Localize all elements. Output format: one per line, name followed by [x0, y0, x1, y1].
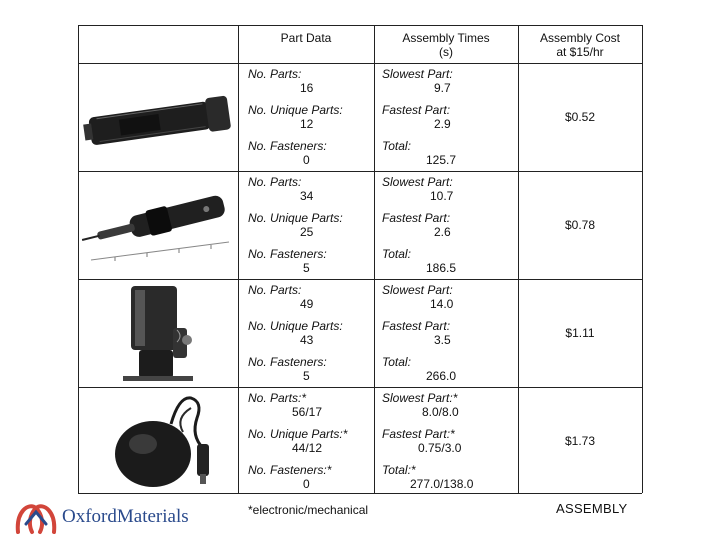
fasteners-label: No. Fasteners:* — [248, 463, 332, 477]
parts-label: No. Parts: — [248, 283, 302, 297]
fastest-part-label: Fastest Part: — [382, 211, 451, 225]
slowest-part-label: Slowest Part: — [382, 283, 453, 297]
assembly-label: ASSEMBLY — [556, 501, 628, 516]
fasteners-value: 5 — [303, 261, 310, 275]
fasteners-label: No. Fasteners: — [248, 247, 327, 261]
screwdriver-photo — [79, 172, 238, 279]
fastest-part-value: 0.75/3.0 — [418, 441, 462, 455]
slowest-part-label: Slowest Part:* — [382, 391, 458, 405]
unique-parts-label: No. Unique Parts: — [248, 103, 343, 117]
unique-parts-value: 12 — [300, 117, 314, 131]
unique-parts-label: No. Unique Parts:* — [248, 427, 348, 441]
oxford-materials-logo-mark — [14, 498, 58, 538]
total-time-label: Total: — [382, 139, 411, 153]
column-divider — [518, 25, 519, 493]
header-assembly-times-line2: (s) — [439, 45, 453, 59]
parts-label: No. Parts: — [248, 67, 302, 81]
slowest-part-value: 8.0/8.0 — [422, 405, 459, 419]
assembly-table — [78, 25, 642, 493]
fastest-part-label: Fastest Part:* — [382, 427, 455, 441]
header-assembly-times — [374, 31, 518, 59]
parts-value: 49 — [300, 297, 314, 311]
table-top-border — [78, 25, 642, 26]
total-time-value: 277.0/138.0 — [410, 477, 474, 491]
total-time-label: Total:* — [382, 463, 416, 477]
fasteners-label: No. Fasteners: — [248, 139, 327, 153]
assembly-cost-value: $0.52 — [564, 110, 596, 124]
parts-label: No. Parts: — [248, 175, 302, 189]
assembly-cost-value: $0.78 — [564, 218, 596, 232]
total-time-value: 266.0 — [426, 369, 457, 383]
parts-value: 34 — [300, 189, 314, 203]
header-assembly-times-line1: Assembly Times — [402, 31, 490, 45]
fasteners-value: 0 — [303, 477, 310, 491]
unique-parts-label: No. Unique Parts: — [248, 211, 343, 225]
slowest-part-value: 10.7 — [430, 189, 454, 203]
fastest-part-value: 3.5 — [434, 333, 451, 347]
column-divider — [238, 25, 239, 493]
oxford-materials-logo — [14, 498, 214, 538]
assembly-cost-value: $1.11 — [565, 326, 595, 340]
logo-text: OxfordMaterials — [62, 506, 189, 527]
unique-parts-value: 44/12 — [292, 441, 323, 455]
total-time-value: 125.7 — [426, 153, 457, 167]
total-time-value: 186.5 — [426, 261, 457, 275]
fasteners-label: No. Fasteners: — [248, 355, 327, 369]
total-time-label: Total: — [382, 247, 411, 261]
header-assembly-cost-line1: Assembly Cost — [539, 31, 621, 45]
unique-parts-label: No. Unique Parts: — [248, 319, 343, 333]
slowest-part-label: Slowest Part: — [382, 67, 453, 81]
flashlight-photo — [79, 64, 238, 171]
fasteners-value: 5 — [303, 369, 310, 383]
slowest-part-label: Slowest Part: — [382, 175, 453, 189]
fasteners-value: 0 — [303, 153, 310, 167]
unique-parts-value: 25 — [300, 225, 314, 239]
header-assembly-cost-line2: at $15/hr — [556, 45, 604, 59]
unique-parts-value: 43 — [300, 333, 314, 347]
header-part-data: Part Data — [280, 31, 332, 45]
column-divider — [374, 25, 375, 493]
footnote: *electronic/mechanical — [248, 503, 369, 517]
parts-value: 16 — [300, 81, 314, 95]
slowest-part-value: 14.0 — [430, 297, 454, 311]
table-right-border — [642, 25, 643, 493]
coffee-maker-photo — [79, 280, 238, 387]
parts-value: 56/17 — [292, 405, 323, 419]
parts-label: No. Parts:* — [248, 391, 307, 405]
fastest-part-label: Fastest Part: — [382, 103, 451, 117]
table-bottom-border — [78, 493, 642, 494]
assembly-cost-value: $1.73 — [564, 434, 596, 448]
slowest-part-value: 9.7 — [434, 81, 451, 95]
header-assembly-cost — [518, 31, 642, 59]
total-time-label: Total: — [382, 355, 411, 369]
fastest-part-value: 2.6 — [434, 225, 451, 239]
computer-mouse-photo — [79, 388, 238, 493]
fastest-part-value: 2.9 — [434, 117, 451, 131]
fastest-part-label: Fastest Part: — [382, 319, 451, 333]
